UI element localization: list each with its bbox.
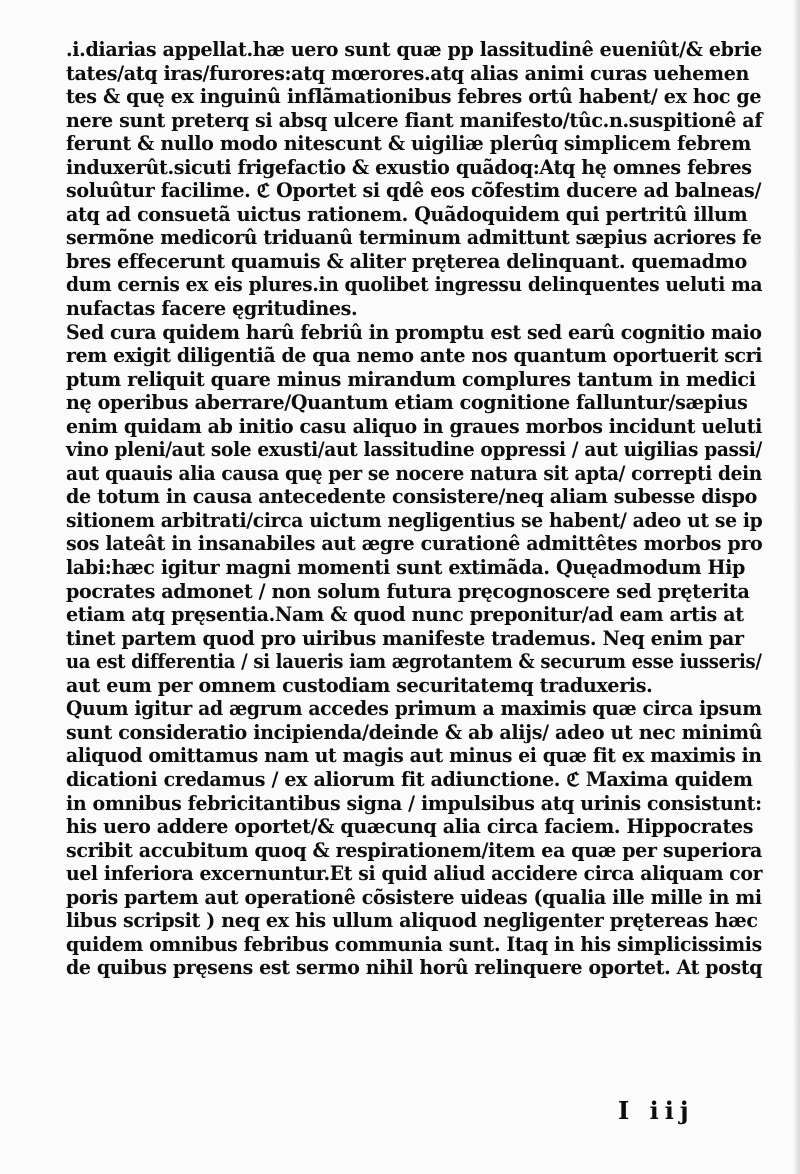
text-line: enim quidam ab initio casu aliquo in graues morbos incidunt ueluti: [66, 414, 762, 438]
text-line: dum cernis ex eis plures.in quolibet ingressu delinquentes ueluti ma: [66, 273, 763, 297]
text-line: tinet partem quod pro uiribus manifeste trademus. Neq enim par: [66, 626, 744, 650]
text-line: ptum reliquit quare minus mirandum complures tantum in medici: [66, 367, 756, 391]
text-line: aut quauis alia causa quę per se nocere natura sit apta/ correpti dein: [66, 461, 762, 485]
text-line: scribit accubitum quoq & respirationem/item ea quæ per superiora: [66, 838, 763, 862]
text-line: his uero addere oportet/& quæcunq alia circa faciem. Hippocrates: [66, 815, 754, 839]
text-line: aut eum per omnem custodiam securitatemq traduxeris.: [66, 673, 653, 697]
text-line: vino pleni/aut sole exusti/aut lassitudine oppressi / aut uigilias passi/: [66, 438, 762, 462]
text-line: sunt consideratio incipienda/deinde & ab alijs/ adeo ut nec minimû: [66, 720, 763, 744]
text-line: libus scripsit ) neq ex his ullum aliquod negligenter prętereas hæc: [66, 909, 758, 933]
text-line: de totum in causa antecedente consistere/neq aliam subesse dispo: [66, 485, 757, 509]
text-line: etiam atq pręsentia.Nam & quod nunc preponitur/ad eam artis at: [66, 603, 744, 627]
text-line: labi:hæc igitur magni momenti sunt extimãda. Quęadmodum Hip: [66, 556, 746, 580]
text-line: dicationi credamus / ex aliorum fit adiunctione. ℭ Maxima quidem: [66, 767, 753, 791]
text-line: sos lateât in insanabiles aut ægre curationê admittêtes morbos pro: [66, 532, 763, 556]
text-line: tes & quę ex inguinû inflãmationibus febres ortû habent/ ex hoc ge: [66, 85, 762, 109]
page-edge: [794, 0, 800, 1174]
text-line: pocrates admonet / non solum futura pręcognoscere sed pręterita: [66, 579, 750, 603]
text-line: Sed cura quidem harû febriû in promptu est sed earû cognitio maio: [66, 320, 762, 344]
text-line: bres effecerunt quamuis & aliter pręterea delinquant. quemadmo: [66, 249, 747, 273]
text-line: ua est differentia / si laueris iam ægrotantem & securum esse iusseris/: [66, 650, 762, 674]
text-line: sermõne medicorû triduanû terminum admittunt sæpius acriores fe: [66, 226, 762, 250]
text-line: quidem omnibus febribus communia sunt. Itaq in his simplicissimis: [66, 932, 762, 956]
text-line: de quibus pręsens est sermo nihil horû relinquere oportet. At postq: [66, 956, 763, 980]
text-line: nere sunt preterq si absq ulcere fiant manifesto/tûc.n.suspitionê af: [66, 108, 763, 132]
text-line: nufactas facere ęgritudines.: [66, 297, 358, 321]
text-line: soluûtur facilime. ℭ Oportet si qdê eos cõfestim ducere ad balneas/: [66, 179, 762, 203]
text-line: tates/atq iras/furores:atq mœrores.atq alias animi curas uehemen: [66, 61, 750, 85]
text-line: Quum igitur ad ægrum accedes primum a maximis quæ circa ipsum: [66, 697, 762, 721]
signature-mark: I iij: [618, 1096, 695, 1125]
body-text: [66, 38, 766, 980]
text-line: induxerût.sicuti frigefactio & exustio quãdoq:Atq hę omnes febres: [66, 155, 752, 179]
text-line: sitionem arbitrati/circa uictum negligentius se habent/ adeo ut se ip: [66, 508, 763, 532]
text-line: atq ad consuetã uictus rationem. Quãdoquidem qui pertritû illum: [66, 202, 748, 226]
text-line: .i.diarias appellat.hæ uero sunt quæ pp lassitudinê eueniût/& ebrie: [66, 38, 762, 61]
text-line: in omnibus febricitantibus signa / impulsibus atq urinis consistunt:: [66, 791, 762, 815]
text-line: ferunt & nullo modo nitescunt & uigiliæ plerûq simplicem febrem: [66, 132, 751, 156]
text-line: nę operibus aberrare/Quantum etiam cognitione falluntur/sæpius: [66, 391, 748, 415]
text-line: aliquod omittamus nam ut magis aut minus ei quæ fit ex maximis in: [66, 744, 762, 768]
text-line: rem exigit diligentiã de qua nemo ante nos quantum oportuerit scri: [66, 344, 763, 368]
text-line: poris partem aut operationê cõsistere uideas (qualia ille mille in mi: [66, 885, 762, 909]
text-line: uel inferiora excernuntur.Et si quid aliud accidere circa aliquam cor: [66, 862, 763, 886]
